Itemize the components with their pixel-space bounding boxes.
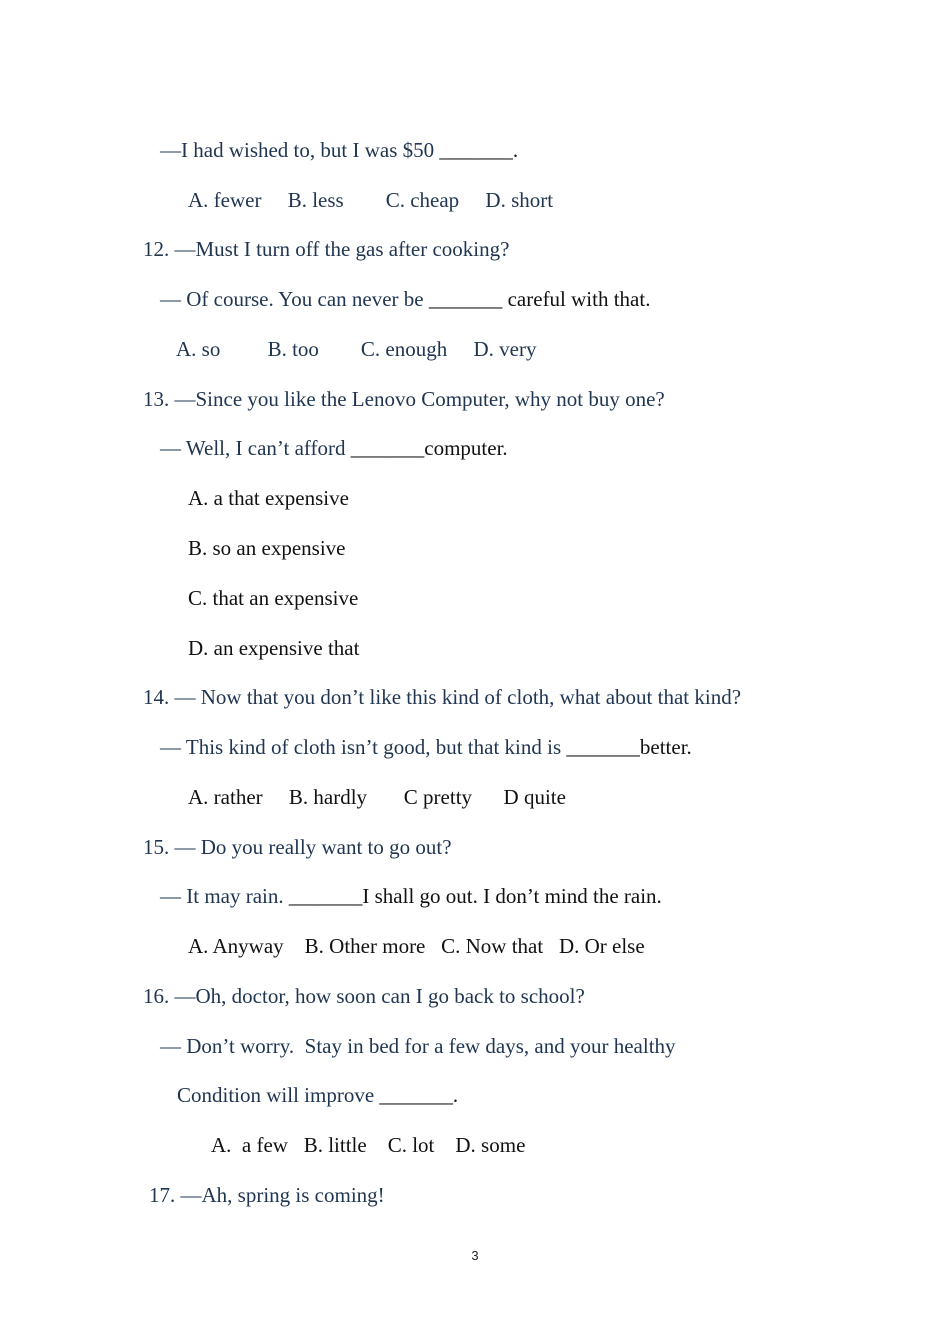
q15-answer-line [160,883,662,909]
q14-options: A. rather B. hardly C pretty D quite [188,785,566,809]
q12-answer-blank: _______ careful with that. [428,287,651,311]
q16-question: 16. —Oh, doctor, how soon can I go back to school? [143,984,585,1008]
q15-answer-text: — It may rain. [160,884,289,908]
q12-answer-text: — Of course. You can never be [160,287,429,311]
q11-answer-line [160,137,518,163]
q14-answer-line [160,734,692,760]
q15-answer-blank: _______I shall go out. I don’t mind the rain. [288,884,662,908]
page-number: 3 [471,1248,479,1263]
q13-answer-line [160,435,508,461]
q13-option-d: D. an expensive that [188,636,360,660]
q16-answer-line-1: — Don’t worry. Stay in bed for a few days, and your healthy [160,1034,676,1058]
q12-options: A. so B. too C. enough D. very [176,337,537,361]
q17-question: 17. —Ah, spring is coming! [149,1183,385,1207]
q11-blank: _______. [439,138,519,162]
q13-answer-blank: _______computer. [350,436,508,460]
q15-question: 15. — Do you really want to go out? [143,835,452,859]
q12-answer-line [160,286,650,312]
q13-option-b: B. so an expensive [188,536,346,560]
q14-answer-blank: _______better. [566,735,692,759]
q14-answer-text: — This kind of cloth isn’t good, but that kind is [160,735,567,759]
q15-options: A. Anyway B. Other more C. Now that D. Or else [188,934,645,958]
q16-answer-text: Condition will improve [177,1083,380,1107]
q12-question: 12. —Must I turn off the gas after cooking? [143,237,510,261]
q14-question: 14. — Now that you don’t like this kind of cloth, what about that kind? [143,685,742,709]
q11-answer-text: —I had wished to, but I was $50 [160,138,440,162]
q13-option-a: A. a that expensive [188,486,349,510]
q16-options: A. a few B. little C. lot D. some [211,1133,526,1157]
q16-answer-line-2 [177,1082,458,1108]
q13-question: 13. —Since you like the Lenovo Computer, why not buy one? [143,387,665,411]
q16-answer-blank: _______. [379,1083,459,1107]
q13-answer-text: — Well, I can’t afford [160,436,351,460]
q11-options: A. fewer B. less C. cheap D. short [188,188,554,212]
q13-option-c: C. that an expensive [188,586,359,610]
